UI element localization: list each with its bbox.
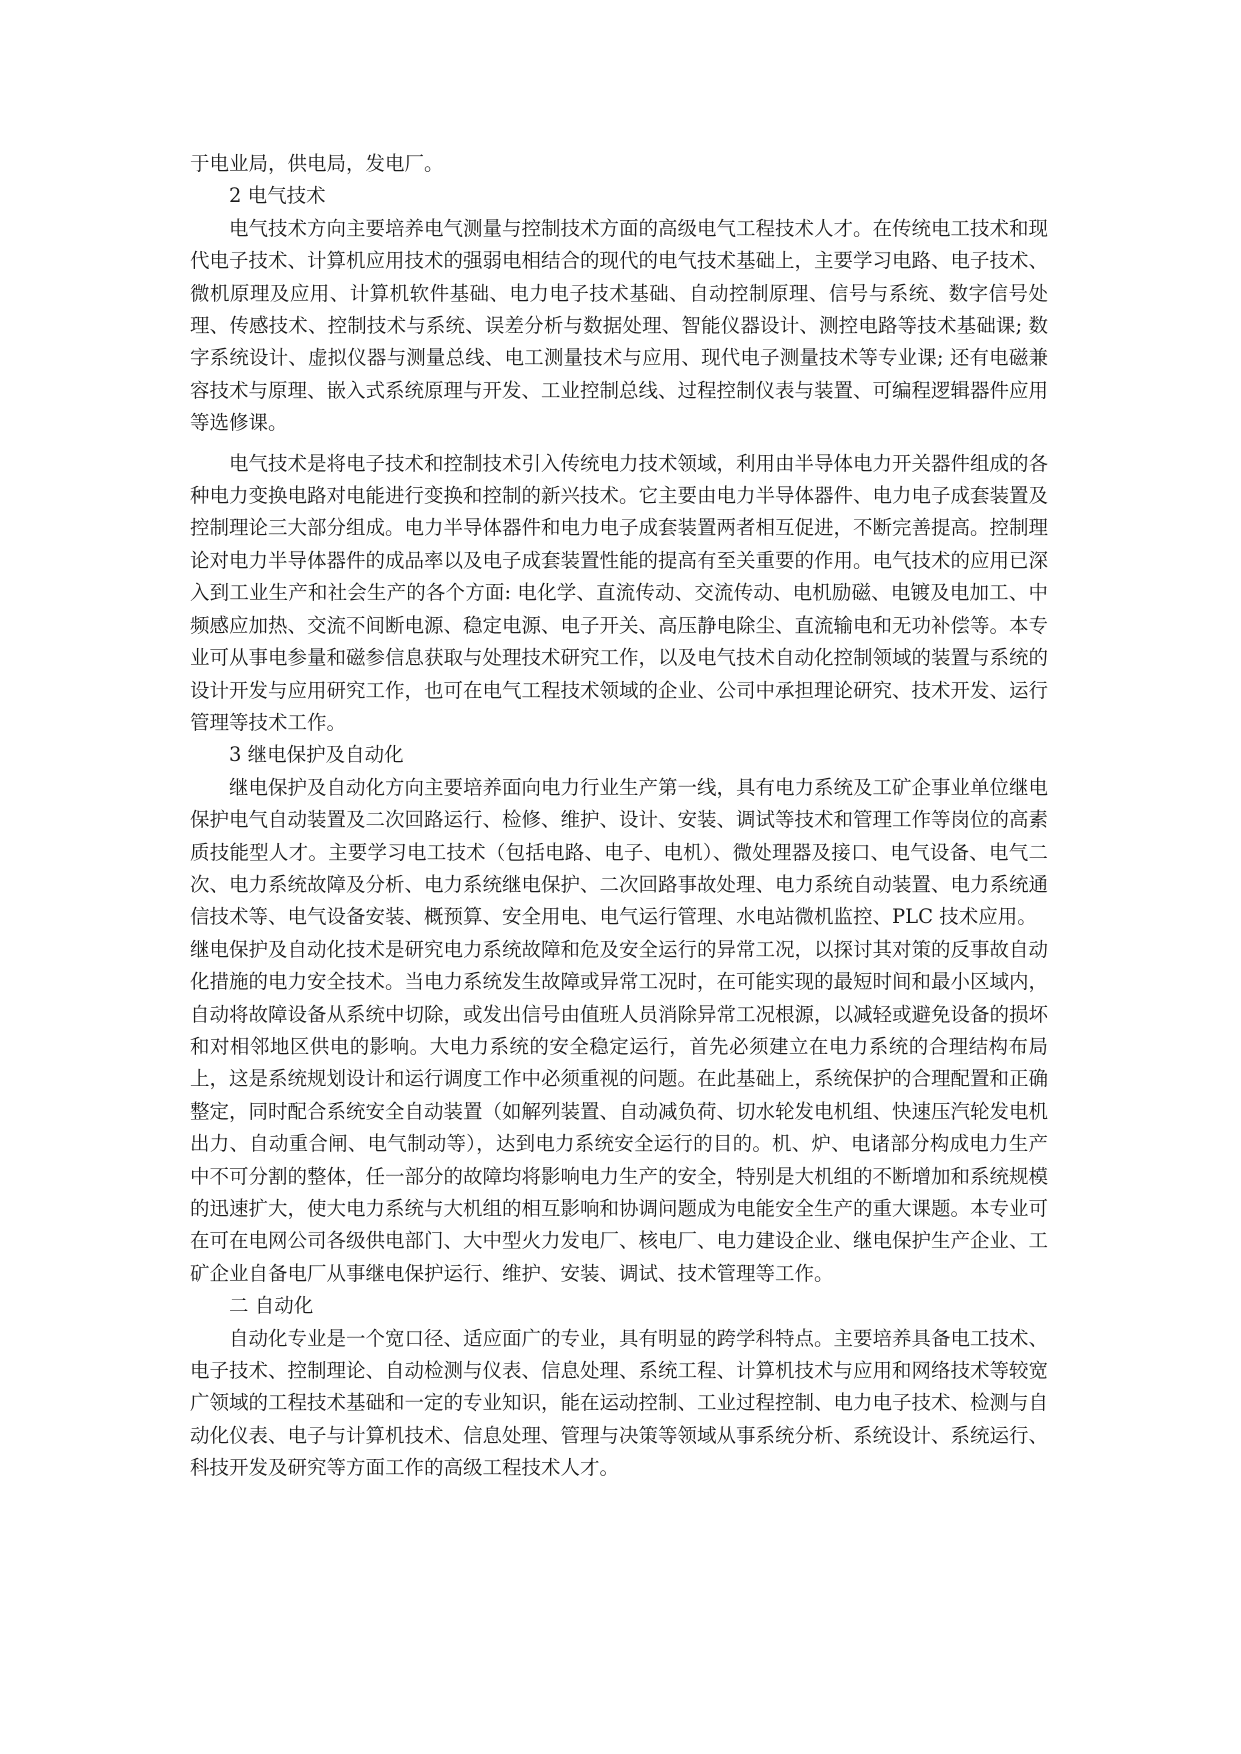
section-heading-relay-protection: 3 继电保护及自动化 — [229, 743, 404, 767]
paragraph-gap — [190, 440, 1048, 448]
paragraph-automation-1: 自动化专业是一个宽口径、适应面广的专业，具有明显的跨学科特点。主要培养具备电工技术、电子技术、控制理论、自动检测与仪表、信息处理、系统工程、计算机技术与应用和网络技术等较宽广领域的工程技术基础和一定的专业知识，能在运动控制、工业过程控制、电力电子技术、检测与自动化仪表、电子与计算机技术、信息处理、管理与决策等领域从事系统分析、系统设计、系统运行、科技开发及研究等方面工作的高级工程技术人才。 — [190, 1326, 1049, 1480]
paragraph-relay-protection-2: 继电保护及自动化技术是研究电力系统故障和危及安全运行的异常工况，以探讨其对策的反事故自动化措施的电力安全技术。当电力系统发生故障或异常工况时，在可能实现的最短时间和最小区域内，自动将故障设备从系统中切除，或发出信号由值班人员消除异常工况根源，以减轻或避免设备的损坏和对相邻地区供电的影响。大电力系统的安全稳定运行，首先必须建立在电力系统的合理结构布局上，这是系统规划设计和运行调度工作中必须重视的问题。在此基础上，系统保护的合理配置和正确整定，同时配合系统安全自动装置（如解列装置、自动减负荷、切水轮发电机组、快速压汽轮发电机出力、自动重合闸、电气制动等），达到电力系统安全运行的目的。机、炉、电诸部分构成电力生产中不可分割的整体，任一部分的故障均将影响电力生产的安全，特别是大机组的不断增加和系统规模的迅速扩大，使大电力系统与大机组的相互影响和协调问题成为电能安全生产的重大课题。本专业可在可在电网公司各级供电部门、大中型火力发电厂、核电厂、电力建设企业、继电保护生产企业、工矿企业自备电厂从事继电保护运行、维护、安装、调试、技术管理等工作。 — [190, 937, 1049, 1285]
section-heading-automation: 二 自动化 — [229, 1294, 314, 1318]
paragraph-electrical-tech-2: 电气技术是将电子技术和控制技术引入传统电力技术领域，利用由半导体电力开关器件组成的各种电力变换电路对电能进行变换和控制的新兴技术。它主要由电力半导体器件、电力电子成套装置及控制理论三大部分组成。电力半导体器件和电力电子成套装置两者相互促进，不断完善提高。控制理论对电力半导体器件的成品率以及电子成套装置性能的提高有至关重要的作用。电气技术的应用已深入到工业生产和社会生产的各个方面: 电化学、直流传动、交流传动、电机励磁、电镀及电加工、中频感应加热、交流不间断电源、稳定电源、电子开关、高压静电除尘、直流输电和无功补偿等。本专业可从事电参量和磁参信息获取与处理技术研究工作，以及电气技术自动化控制领域的装置与系统的设计开发与应用研究工作，也可在电气工程技术领域的企业、公司中承担理论研究、技术开发、运行管理等技术工作。 — [190, 451, 1049, 734]
section-heading-electrical-tech: 2 电气技术 — [229, 184, 326, 208]
intro-line: 于电业局，供电局，发电厂。 — [190, 152, 444, 175]
paragraph-electrical-tech-1: 电气技术方向主要培养电气测量与控制技术方面的高级电气工程技术人才。在传统电工技术和现代电子技术、计算机应用技术的强弱电相结合的现代的电气技术基础上，主要学习电路、电子技术、微机原理及应用、计算机软件基础、电力电子技术基础、自动控制原理、信号与系统、数字信号处理、传感技术、控制技术与系统、误差分析与数据处理、智能仪器设计、测控电路等技术基础课; 数字系统设计、虚拟仪器与测量总线、电工测量技术与应用、现代电子测量技术等专业课; 还有电磁兼容技术与原理、嵌入式系统原理与开发、工业控制总线、过程控制仪表与装置、可编程逻辑器件应用等选修课。 — [190, 216, 1049, 435]
document-page — [190, 148, 1048, 1485]
paragraph-relay-protection-1: 继电保护及自动化方向主要培养面向电力行业生产第一线，具有电力系统及工矿企事业单位继电保护电气自动装置及二次回路运行、检修、维护、设计、安装、调试等技术和管理工作等岗位的高素质技能型人才。主要学习电工技术（包括电路、电子、电机）、微处理器及接口、电气设备、电气二次、电力系统故障及分析、电力系统继电保护、二次回路事故处理、电力系统自动装置、电力系统通信技术等、电气设备安装、概预算、安全用电、电气运行管理、水电站微机监控、PLC 技术应用。 — [190, 775, 1049, 929]
